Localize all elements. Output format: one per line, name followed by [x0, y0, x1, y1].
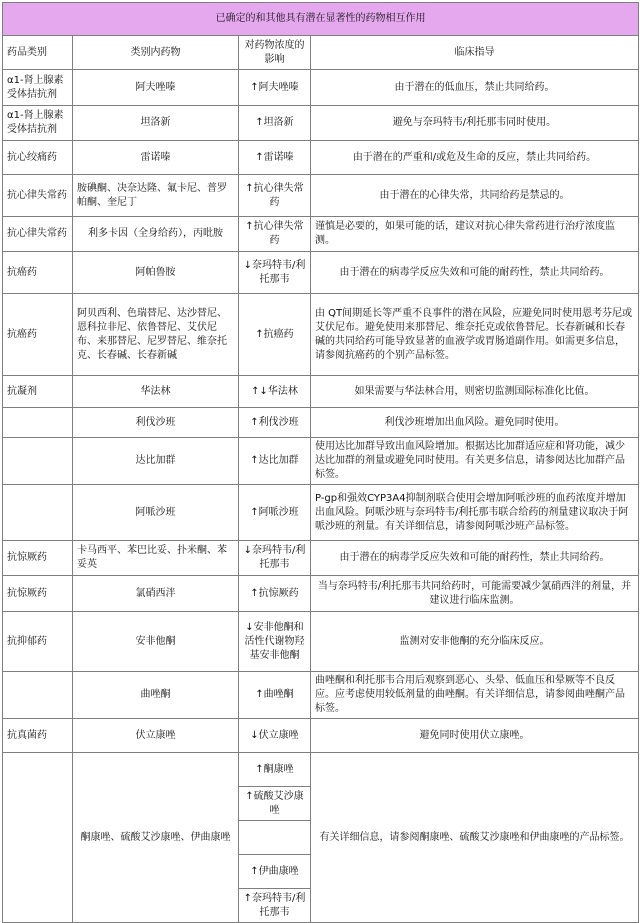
- drug-names-cell: 安非他酮: [73, 612, 239, 672]
- drug-category-cell: [3, 672, 73, 719]
- drug-category-cell: 抗心绞痛药: [3, 141, 73, 175]
- clinical-guidance-cell: P-gp和强效CYP3A4抑制剂联合使用会增加阿哌沙班的血药浓度并增加出血风险。阿哌沙班与奈玛特韦/利托那韦联合给药的剂量建议取决于阿哌沙班的剂量。有关详细信息，请参阅阿哌沙班产品标签。: [311, 485, 639, 541]
- drug-interaction-table: [2, 2, 639, 923]
- drug-category-cell: 抗抑郁药: [3, 612, 73, 672]
- table-row: [3, 672, 639, 719]
- concentration-effect-cell: [239, 821, 311, 855]
- concentration-effect-cell: ↑曲唑酮: [239, 672, 311, 719]
- drug-names-cell: 胺碘酮、决奈达隆、氟卡尼、普罗帕酮、奎尼丁: [73, 175, 239, 217]
- drug-names-cell: 阿夫唑嗪: [73, 70, 239, 106]
- concentration-effect-cell: ↑抗惊厥药: [239, 576, 311, 612]
- table-row: [3, 294, 639, 376]
- concentration-effect-cell: ↑雷诺嗪: [239, 141, 311, 175]
- clinical-guidance-cell: 谨慎是必要的，如果可能的话，建议对抗心律失常药进行治疗浓度监测。: [311, 217, 639, 252]
- header-effect: 对药物浓度的影响: [239, 36, 311, 70]
- clinical-guidance-cell: 由于潜在的低血压，禁止共同给药。: [311, 70, 639, 106]
- drug-category-cell: 抗癌药: [3, 294, 73, 376]
- title-row: [3, 3, 639, 36]
- table-row: [3, 70, 639, 106]
- table-row: [3, 753, 639, 787]
- drug-names-cell: 华法林: [73, 376, 239, 408]
- drug-category-cell: 抗癌药: [3, 252, 73, 294]
- drug-names-cell: 阿帕鲁胺: [73, 252, 239, 294]
- clinical-guidance-cell: 如果需要与华法林合用，则密切监测国际标准化比值。: [311, 376, 639, 408]
- table-title: 已确定的和其他具有潜在显著性的药物相互作用: [3, 3, 639, 36]
- drug-category-cell: 抗凝剂: [3, 376, 73, 408]
- concentration-effect-cell: ↓伏立康唑: [239, 719, 311, 753]
- header-row: [3, 36, 639, 70]
- drug-names-cell: 坦洛新: [73, 106, 239, 141]
- clinical-guidance-cell: 有关详细信息，请参阅酮康唑、硫酸艾沙康唑和伊曲康唑的产品标签。: [311, 753, 639, 923]
- concentration-effect-cell: ↑利伐沙班: [239, 408, 311, 438]
- clinical-guidance-cell: 由于潜在的心律失常，共同给药是禁忌的。: [311, 175, 639, 217]
- clinical-guidance-cell: 由于潜在的病毒学反应失效和可能的耐药性，禁止共同给药。: [311, 541, 639, 576]
- drug-names-cell: 卡马西平、苯巴比妥、扑米酮、苯妥英: [73, 541, 239, 576]
- table-body: [3, 70, 639, 923]
- drug-names-cell: 阿哌沙班: [73, 485, 239, 541]
- table-row: [3, 106, 639, 141]
- clinical-guidance-cell: 由于潜在的病毒学反应失效和可能的耐药性，禁止共同给药。: [311, 252, 639, 294]
- concentration-effect-cell: ↑抗癌药: [239, 294, 311, 376]
- header-guidance: 临床指导: [311, 36, 639, 70]
- concentration-effect-cell: ↑酮康唑: [239, 753, 311, 787]
- drug-names-cell: 酮康唑、硫酸艾沙康唑、伊曲康唑: [73, 753, 239, 923]
- drug-category-cell: [3, 438, 73, 485]
- header-category: 药品类别: [3, 36, 73, 70]
- concentration-effect-cell: ↑奈玛特韦/利托那韦: [239, 889, 311, 923]
- table-row: [3, 438, 639, 485]
- concentration-effect-cell: ↑阿哌沙班: [239, 485, 311, 541]
- concentration-effect-cell: ↓安非他酮和活性代谢物羟基安非他酮: [239, 612, 311, 672]
- drug-names-cell: 曲唑酮: [73, 672, 239, 719]
- header-drugs: 类别内药物: [73, 36, 239, 70]
- drug-names-cell: 利伐沙班: [73, 408, 239, 438]
- concentration-effect-cell: ↑抗心律失常药: [239, 217, 311, 252]
- drug-names-cell: 达比加群: [73, 438, 239, 485]
- drug-category-cell: 抗心律失常药: [3, 175, 73, 217]
- clinical-guidance-cell: 由于潜在的严重和/或危及生命的反应，禁止共同给药。: [311, 141, 639, 175]
- table-row: [3, 376, 639, 408]
- clinical-guidance-cell: 避免与奈玛特韦/利托那韦同时使用。: [311, 106, 639, 141]
- drug-category-cell: 抗惊厥药: [3, 541, 73, 576]
- drug-category-cell: 抗惊厥药: [3, 576, 73, 612]
- clinical-guidance-cell: 使用达比加群导致出血风险增加。根据达比加群适应症和肾功能，减少达比加群的剂量或避免同时使用。有关更多信息，请参阅达比加群产品标签。: [311, 438, 639, 485]
- concentration-effect-cell: ↑伊曲康唑: [239, 855, 311, 889]
- clinical-guidance-cell: 由 QT间期延长等严重不良事件的潜在风险，应避免同时使用恩考芬尼或艾伏尼布。避免使用来那替尼、维奈托克或依鲁替尼。长春新碱和长春碱的共同给药可能导致显著的血液学或胃肠道副作用。如需更多信息，请参阅抗癌药的个别产品标签。: [311, 294, 639, 376]
- concentration-effect-cell: ↑↓华法林: [239, 376, 311, 408]
- table-row: [3, 252, 639, 294]
- drug-names-cell: 氯硝西泮: [73, 576, 239, 612]
- table-row: [3, 612, 639, 672]
- drug-category-cell: 抗真菌药: [3, 719, 73, 753]
- clinical-guidance-cell: 利伐沙班增加出血风险。避免同时使用。: [311, 408, 639, 438]
- table-row: [3, 408, 639, 438]
- table-row: [3, 217, 639, 252]
- concentration-effect-cell: ↑抗心律失常药: [239, 175, 311, 217]
- concentration-effect-cell: ↓奈玛特韦/利托那韦: [239, 252, 311, 294]
- concentration-effect-cell: ↓奈玛特韦/利托那韦: [239, 541, 311, 576]
- concentration-effect-cell: ↑硫酸艾沙康唑: [239, 787, 311, 821]
- table-row: [3, 485, 639, 541]
- clinical-guidance-cell: 监测对安非他酮的充分临床反应。: [311, 612, 639, 672]
- drug-category-cell: [3, 753, 73, 923]
- table-row: [3, 719, 639, 753]
- table-row: [3, 175, 639, 217]
- clinical-guidance-cell: 当与奈玛特韦/利托那韦共同给药时，可能需要减少氯硝西泮的剂量，并建议进行临床监测。: [311, 576, 639, 612]
- drug-category-cell: 抗心律失常药: [3, 217, 73, 252]
- drug-names-cell: 伏立康唑: [73, 719, 239, 753]
- drug-names-cell: 雷诺嗪: [73, 141, 239, 175]
- drug-names-cell: 阿贝西利、色瑞替尼、达沙替尼、恩科拉非尼、依鲁替尼、艾伏尼布、来那替尼、尼罗替尼、维奈托克、长春碱、长春新碱: [73, 294, 239, 376]
- table-row: [3, 141, 639, 175]
- drug-names-cell: 利多卡因（全身给药），丙吡胺: [73, 217, 239, 252]
- table-row: [3, 541, 639, 576]
- drug-category-cell: α1-肾上腺素受体拮抗剂: [3, 106, 73, 141]
- drug-category-cell: [3, 408, 73, 438]
- clinical-guidance-cell: 避免同时使用伏立康唑。: [311, 719, 639, 753]
- clinical-guidance-cell: 曲唑酮和利托那韦合用后观察到恶心、头晕、低血压和晕厥等不良反应。应考虑使用较低剂量的曲唑酮。有关详细信息，请参阅曲唑酮产品标签。: [311, 672, 639, 719]
- concentration-effect-cell: ↑阿夫唑嗪: [239, 70, 311, 106]
- drug-category-cell: α1-肾上腺素受体拮抗剂: [3, 70, 73, 106]
- table-row: [3, 576, 639, 612]
- drug-category-cell: [3, 485, 73, 541]
- concentration-effect-cell: ↑达比加群: [239, 438, 311, 485]
- concentration-effect-cell: ↑坦洛新: [239, 106, 311, 141]
